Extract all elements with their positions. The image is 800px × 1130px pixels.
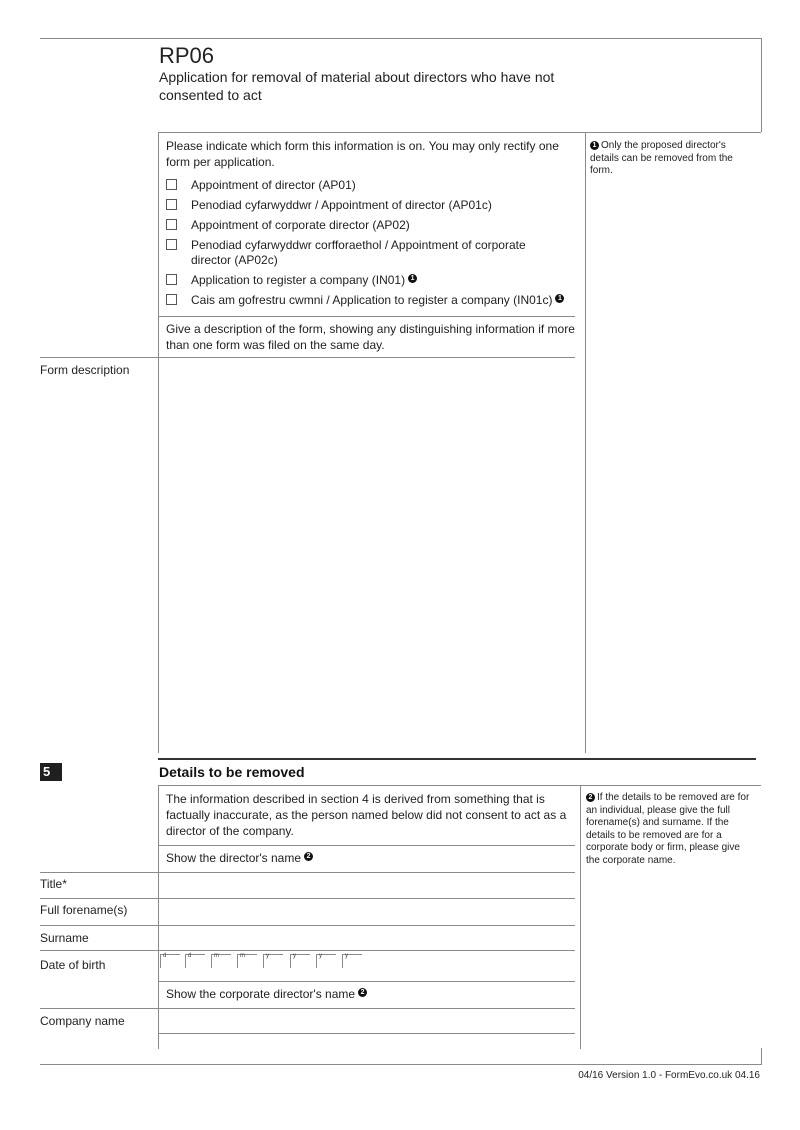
surname-label: Surname [40, 931, 89, 945]
note-1-ref-icon: 1 [555, 294, 564, 303]
bottom-rule [40, 1064, 762, 1065]
checkbox-ap01c[interactable] [166, 199, 177, 210]
director-name-instruction: Show the director's name 2 [166, 850, 313, 866]
forenames-label: Full forename(s) [40, 903, 128, 917]
dob-label: Date of birth [40, 958, 106, 972]
note-2-ref-icon: 2 [304, 852, 313, 861]
option-ap01c-label: Penodiad cyfarwyddwr / Appointment of director (AP01c) [191, 198, 492, 212]
note-2 [586, 792, 754, 867]
section5-left-rule [158, 785, 159, 1049]
footer-version: 04/16 Version 1.0 - FormEvo.co.uk 04.16 [578, 1070, 760, 1081]
company-name-field-1[interactable] [160, 1009, 574, 1032]
checkbox-ap01[interactable] [166, 179, 177, 190]
section5-top-rule [158, 758, 756, 760]
top-rule [40, 38, 762, 39]
note-2-marker-icon: 2 [586, 793, 595, 802]
corporate-instruction: Show the corporate director's name 2 [166, 986, 367, 1002]
company-name-label: Company name [40, 1014, 125, 1028]
option-in01c-label: Cais am gofrestru cwmni / Application to register a company (IN01c) 1 [191, 293, 571, 308]
top-right-rule [761, 38, 762, 132]
forenames-field[interactable] [160, 899, 574, 923]
section5-notes-divider [580, 785, 581, 1049]
checkbox-in01[interactable] [166, 274, 177, 285]
section4-top-rule [159, 132, 761, 133]
form-instruction: Please indicate which form this information is on. You may only rectify one form per application. [166, 139, 559, 169]
description-instruction: Give a description of the form, showing any distinguishing information if more than one form was filed on the same day. [166, 322, 575, 352]
note-1-ref-icon: 1 [408, 274, 417, 283]
option-in01-label: Application to register a company (IN01) 1 [191, 273, 571, 288]
dob-field[interactable]: d d m m y y y y [160, 951, 400, 975]
section5-intro: The information described in section 4 is derived from something that is factually inaccurate, as the person named below did not consent to act as a director of the company. [166, 792, 567, 838]
section5-intro-top-rule [159, 785, 761, 786]
form-code: RP06 [159, 43, 215, 68]
title-field[interactable] [160, 873, 574, 896]
option-ap02c-label: Penodiad cyfarwyddwr corfforaethol / Appointment of corporate director (AP02c) [191, 238, 526, 267]
bottom-right-rule [761, 1048, 762, 1064]
section5-title: Details to be removed [159, 764, 305, 780]
note-2-ref-icon: 2 [358, 988, 367, 997]
director-name-instruction-top-rule [159, 845, 575, 846]
checkbox-ap02[interactable] [166, 219, 177, 230]
form-description-label: Form description [40, 363, 130, 377]
company-name-field-2[interactable] [160, 1034, 574, 1058]
note-1-marker-icon: 1 [590, 141, 599, 150]
form-description-field[interactable] [159, 358, 585, 752]
form-description-label-rule [40, 357, 158, 358]
option-ap01-label: Appointment of director (AP01) [191, 178, 356, 192]
note-2-text: If the details to be removed are for an individual, please give the full forename(s) and surname. If the details to be removed are for a corporate body or firm, please give the corporate name. [586, 792, 750, 866]
surname-field[interactable] [160, 926, 574, 948]
title-label: Title* [40, 877, 67, 891]
section4-notes-divider [585, 132, 586, 753]
description-instruction-top-rule [159, 316, 575, 317]
form-title: Application for removal of material about directors who have not consented to act [159, 69, 555, 103]
option-ap02-label: Appointment of corporate director (AP02) [191, 218, 410, 232]
note-1-text: Only the proposed director's details can be removed from the form. [590, 140, 733, 176]
checkbox-ap02c[interactable] [166, 239, 177, 250]
section5-number: 5 [40, 763, 62, 781]
corporate-instruction-top-rule [159, 981, 575, 982]
checkbox-in01c[interactable] [166, 294, 177, 305]
note-1 [590, 140, 756, 178]
